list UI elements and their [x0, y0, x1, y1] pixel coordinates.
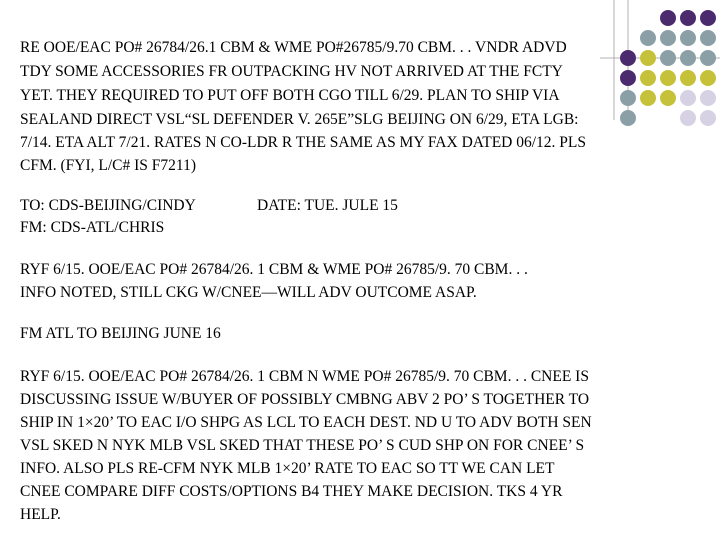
paragraph-3-line: CNEE COMPARE DIFF COSTS/OPTIONS B4 THEY MAKE DECISION. TKS 4 YR [20, 483, 563, 500]
decor-dot [680, 50, 696, 66]
decor-dot [680, 110, 696, 126]
paragraph-3-line: VSL SKED N NYK MLB VSL SKED THAT THESE PO’ S CUD SHP ON FOR CNEE’ S [20, 437, 585, 454]
paragraph-3-line: SHIP IN 1×20’ TO EAC I/O SHPG AS LCL TO EACH DEST. ND U TO ADV BOTH SEN [20, 414, 592, 431]
paragraph-3-line: INFO. ALSO PLS RE-CFM NYK MLB 1×20’ RATE TO EAC SO TT WE CAN LET [20, 460, 555, 477]
paragraph-2-line: RYF 6/15. OOE/EAC PO# 26784/26. 1 CBM & WME PO# 26785/9. 70 CBM. . . [20, 261, 528, 278]
paragraph-1-line: TDY SOME ACCESSORIES FR OUTPACKING HV NOT ARRIVED AT THE FCTY [20, 63, 563, 80]
decor-dot [700, 110, 716, 126]
decor-dot [640, 70, 656, 86]
subheader: FM ATL TO BEIJING JUNE 16 [20, 325, 221, 342]
paragraph-1-line: CFM. (FYI, L/C# IS F7211) [20, 157, 196, 174]
decor-dot [620, 50, 636, 66]
paragraph-2-line: INFO NOTED, STILL CKG W/CNEE—WILL ADV OUTCOME ASAP. [20, 284, 477, 301]
decor-dot [680, 70, 696, 86]
decor-dot [700, 30, 716, 46]
decor-dot [660, 70, 676, 86]
decor-dot [640, 50, 656, 66]
decor-dot [700, 90, 716, 106]
decor-dot [620, 70, 636, 86]
paragraph-1-line: YET. THEY REQUIRED TO PUT OFF BOTH CGO TILL 6/29. PLAN TO SHIP VIA [20, 87, 560, 104]
decor-dot [700, 50, 716, 66]
paragraph-3-line: HELP. [20, 506, 61, 523]
decor-dot [680, 30, 696, 46]
decor-dot [680, 90, 696, 106]
decor-dot [700, 70, 716, 86]
paragraph-1-line: RE OOE/EAC PO# 26784/26.1 CBM & WME PO#26785/9.70 CBM. . . VNDR ADVD [20, 39, 567, 56]
paragraph-1-line: SEALAND DIRECT VSL“SL DEFENDER V. 265E”SLG BEIJING ON 6/29, ETA LGB: [20, 111, 579, 128]
decor-dot [660, 50, 676, 66]
date-line: DATE: TUE. JULE 15 [257, 197, 398, 214]
decor-dot [640, 30, 656, 46]
decor-dot [640, 90, 656, 106]
decor-dot [700, 10, 716, 26]
decor-dot [660, 10, 676, 26]
decor-dots [620, 10, 716, 126]
decor-dot [620, 90, 636, 106]
from-line: FM: CDS-ATL/CHRIS [20, 219, 165, 236]
paragraph-1-line: 7/14. ETA ALT 7/21. RATES N CO-LDR R THE SAME AS MY FAX DATED 06/12. PLS [20, 134, 587, 151]
decor-dot [660, 90, 676, 106]
decor-dot [620, 110, 636, 126]
paragraph-3-line: DISCUSSING ISSUE W/BUYER OF POSSIBLY CMBNG ABV 2 PO’ S TOGETHER TO [20, 391, 590, 408]
decor-dot [660, 30, 676, 46]
to-line: TO: CDS-BEIJING/CINDY [20, 197, 196, 214]
decor-dot [680, 10, 696, 26]
paragraph-3-line: RYF 6/15. OOE/EAC PO# 26784/26. 1 CBM N WME PO# 26785/9. 70 CBM. . . CNEE IS [20, 368, 589, 385]
